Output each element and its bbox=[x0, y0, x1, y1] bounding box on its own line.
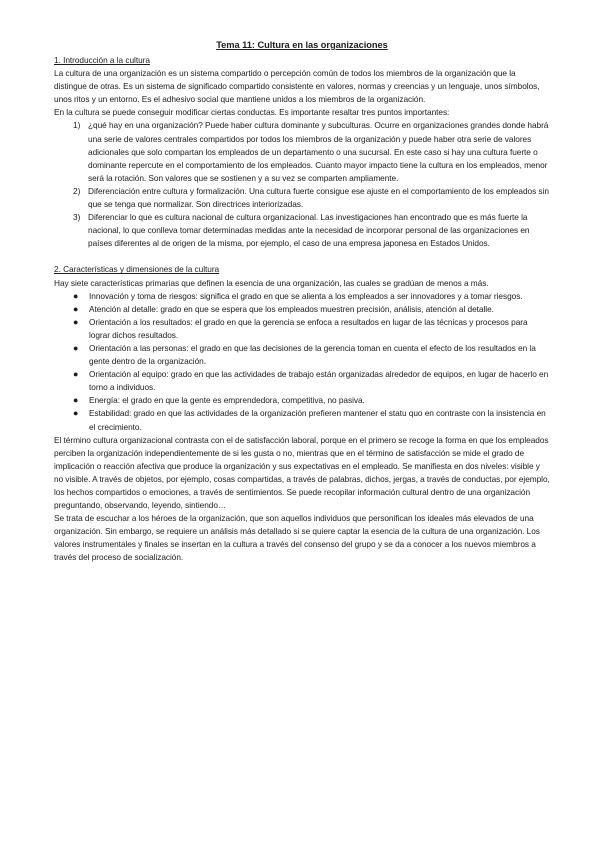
bullet-icon: ● bbox=[73, 303, 79, 314]
page-title: Tema 11: Cultura en las organizaciones bbox=[216, 40, 388, 50]
bullet-icon: ● bbox=[73, 395, 79, 406]
list-item-text: Atención al detalle: grado en que se espera que los empleados muestren precisión, análisis, atención al detalle. bbox=[89, 303, 494, 314]
list-item-text: Diferenciar lo que es cultura nacional de cultura organizacional. Las investigaciones han encontrado que es más fuerte la nacional, lo que conlleva tomar determinadas medidas ante la necesidad de incorporar personal de las organizaciones en países diferentes al de origen de la misma, por ejemplo, el caso de una empresa japonesa en Estados Unidos. bbox=[88, 212, 530, 249]
section-2-heading: 2. Características y dimensiones de la cultura bbox=[54, 264, 220, 275]
list-item-text: Orientación a los resultados: el grado en que la gerencia se enfoca a resultados en lugar de las técnicas y procesos para lograr dichos resultados. bbox=[89, 316, 528, 340]
key-points-list bbox=[54, 119, 550, 250]
document-body bbox=[54, 39, 550, 565]
list-item bbox=[54, 185, 550, 211]
list-item-text: Innovación y toma de riesgos: significa el grado en que se alienta a los empleados a ser innovadores y a tomar riesgos. bbox=[89, 290, 523, 301]
bullet-icon: ● bbox=[73, 369, 79, 380]
bullet-icon: ● bbox=[73, 342, 79, 353]
bullet-icon: ● bbox=[73, 316, 79, 327]
section-2-paragraph-3: El término cultura organizacional contrasta con el de satisfacción laboral, porque en el primero se recoge la forma en que los empleados perciben la organización independientemente de si les gusta o no, mientras que en el término de satisfacción se mide el grado de implicación o reacción afectiva que produce la organización y sus expectativas en el empleado. Se manifiesta en dos niveles: visible y no visible. A través de objetos, por ejemplo, cosas compartidas, a través de palabras, dichos, jergas, a través de conductas, por ejemplo, los hechos compartidos o emociones, a través de sentimientos. Se puede recopilar información cultural dentro de una organización preguntando, observando, leyendo, sintiendo… bbox=[54, 434, 550, 511]
bullet-icon: ● bbox=[73, 290, 79, 301]
list-item-text: Orientación al equipo: grado en que las actividades de trabajo están organizadas alrededor de equipos, en lugar de hacerlo en torno a individuos. bbox=[89, 369, 549, 393]
list-number: 2) bbox=[73, 185, 81, 196]
list-item bbox=[54, 211, 550, 250]
list-item-text: ¿qué hay en una organización? Puede haber cultura dominante y subculturas. Ocurre en organizaciones grandes donde habrá una serie de valores centrales compartidos por todos los miembros de la organización y puede haber otra serie de valores adicionales que solo compartan los empleados de un departamento o una sucursal. En este caso si hay una cultura fuerte o dominante repercute en el comportamiento de los empleados. Cuanto mayor impacto tiene la cultura en los empleados, menor será la rotación. Son valores que se sostienen y a su vez se comparten ampliamente. bbox=[88, 120, 549, 183]
section-spacer bbox=[54, 250, 550, 263]
section-1-heading: 1. Introducción a la cultura bbox=[54, 55, 150, 65]
list-item-text: Diferenciación entre cultura y formalización. Una cultura fuerte consigue ese ajuste en el comportamiento de los empleados sin que se tenga que normalizar. Son directrices interiorizadas. bbox=[88, 185, 549, 210]
list-number: 3) bbox=[73, 212, 81, 223]
list-number: 1) bbox=[73, 120, 81, 131]
list-item bbox=[54, 407, 550, 433]
section-2-intro: Hay siete características primarias que definen la esencia de una organización, las cuales se gradúan de menos a más. bbox=[54, 277, 489, 288]
bullet-icon: ● bbox=[73, 408, 79, 419]
section-1-paragraph-1: La cultura de una organización es un sistema compartido o percepción común de todos los miembros de la organización que la distingue de otras. Es un sistema de significado compartido consistente en valores, normas y creencias y un lenguaje, unos símbolos, unos ritos y un entorno. Es el adhesivo social que mantiene unidos a los miembros de la organización. bbox=[54, 68, 540, 105]
section-1-paragraph-2: En la cultura se puede conseguir modificar ciertas conductas. Es importante resaltar tres puntos importantes: bbox=[54, 107, 450, 118]
list-item bbox=[54, 316, 550, 342]
list-item bbox=[54, 342, 550, 368]
list-item-text: Energía: el grado en que la gente es emprendedora, competitiva, no pasiva. bbox=[89, 395, 365, 406]
list-item-text: Estabilidad: grado en que las actividades de la organización prefieren mantener el statu quo en contraste con la insistencia en el crecimiento. bbox=[89, 408, 546, 432]
list-item bbox=[54, 119, 550, 184]
list-item bbox=[54, 368, 550, 394]
list-item-text: Orientación a las personas: el grado en que las decisiones de la gerencia toman en cuenta el efecto de los resultados en la gente dentro de la organización. bbox=[89, 342, 536, 367]
list-item bbox=[54, 303, 550, 316]
list-item bbox=[54, 394, 550, 407]
characteristics-list bbox=[54, 290, 550, 434]
list-item bbox=[54, 290, 550, 303]
section-2-paragraph-4: Se trata de escuchar a los héroes de la organización, que son aquellos individuos que personifican los ideales más elevados de una organización. Sin embargo, se requiere un análisis más detallado si se quiere captar la esencia de la cultura de una organización. Los valores instrumentales y finales se insertan en la cultura a través del consenso del grupo y se da a conocer a los nuevos miembros a través del proceso de socialización. bbox=[54, 513, 540, 563]
